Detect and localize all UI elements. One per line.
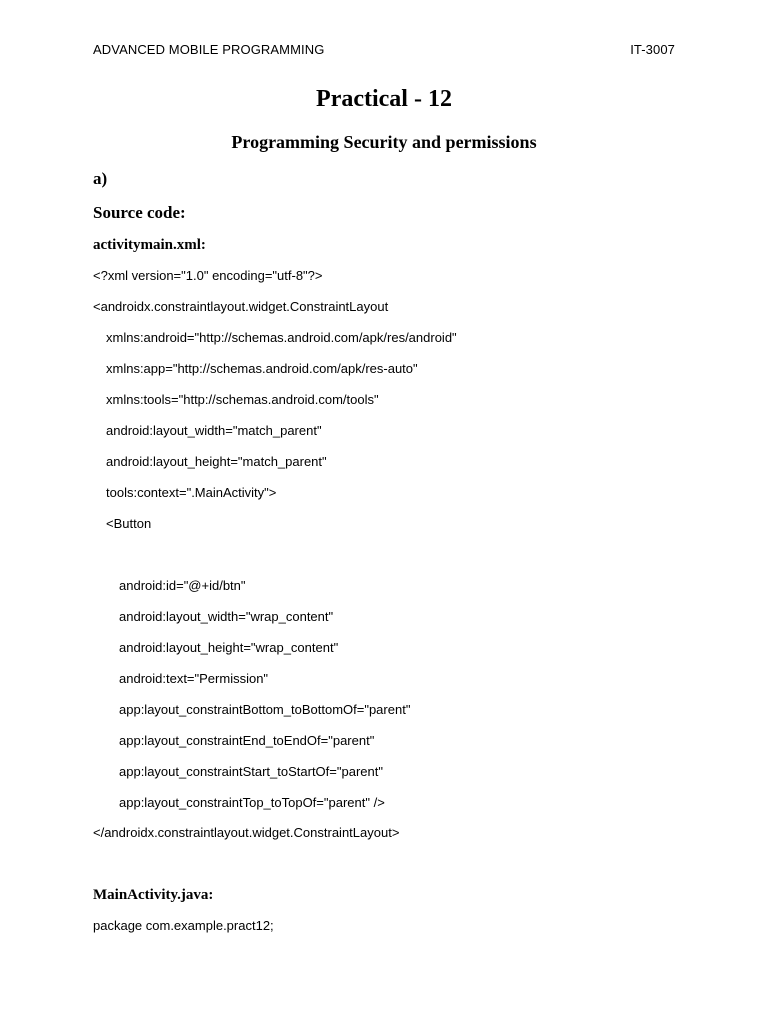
code-line: android:layout_height="wrap_content" bbox=[119, 640, 339, 655]
page-title: Practical - 12 bbox=[316, 86, 452, 112]
xml-file-heading: activitymain.xml: bbox=[93, 237, 206, 253]
code-line: xmlns:tools="http://schemas.android.com/tools" bbox=[106, 392, 379, 407]
code-line: xmlns:app="http://schemas.android.com/apk/res-auto" bbox=[106, 361, 418, 376]
code-line: android:id="@+id/btn" bbox=[119, 578, 246, 593]
header-course-code: IT-3007 bbox=[630, 42, 675, 57]
code-line: xmlns:android="http://schemas.android.com/apk/res/android" bbox=[106, 330, 457, 345]
source-code-heading: Source code: bbox=[93, 203, 186, 222]
java-file-heading: MainActivity.java: bbox=[93, 887, 214, 903]
page-subtitle: Programming Security and permissions bbox=[231, 132, 537, 152]
code-line: <?xml version="1.0" encoding="utf-8"?> bbox=[93, 268, 323, 283]
header-course-title: ADVANCED MOBILE PROGRAMMING bbox=[93, 42, 325, 57]
code-line: android:layout_width="wrap_content" bbox=[119, 609, 334, 624]
code-line: android:layout_width="match_parent" bbox=[106, 423, 322, 438]
code-line: tools:context=".MainActivity"> bbox=[106, 485, 277, 500]
code-line: <androidx.constraintlayout.widget.ConstraintLayout bbox=[93, 299, 389, 314]
code-line: </androidx.constraintlayout.widget.ConstraintLayout> bbox=[93, 825, 400, 840]
code-line: app:layout_constraintStart_toStartOf="parent" bbox=[119, 764, 383, 779]
code-line: app:layout_constraintBottom_toBottomOf="parent" bbox=[119, 702, 411, 717]
code-line: app:layout_constraintEnd_toEndOf="parent" bbox=[119, 733, 375, 748]
code-line: android:layout_height="match_parent" bbox=[106, 454, 327, 469]
code-line: app:layout_constraintTop_toTopOf="parent" /> bbox=[119, 795, 385, 810]
code-line: android:text="Permission" bbox=[119, 671, 269, 686]
code-line: <Button bbox=[106, 516, 152, 531]
code-line: package com.example.pract12; bbox=[93, 918, 274, 933]
section-a-heading: a) bbox=[93, 169, 108, 188]
